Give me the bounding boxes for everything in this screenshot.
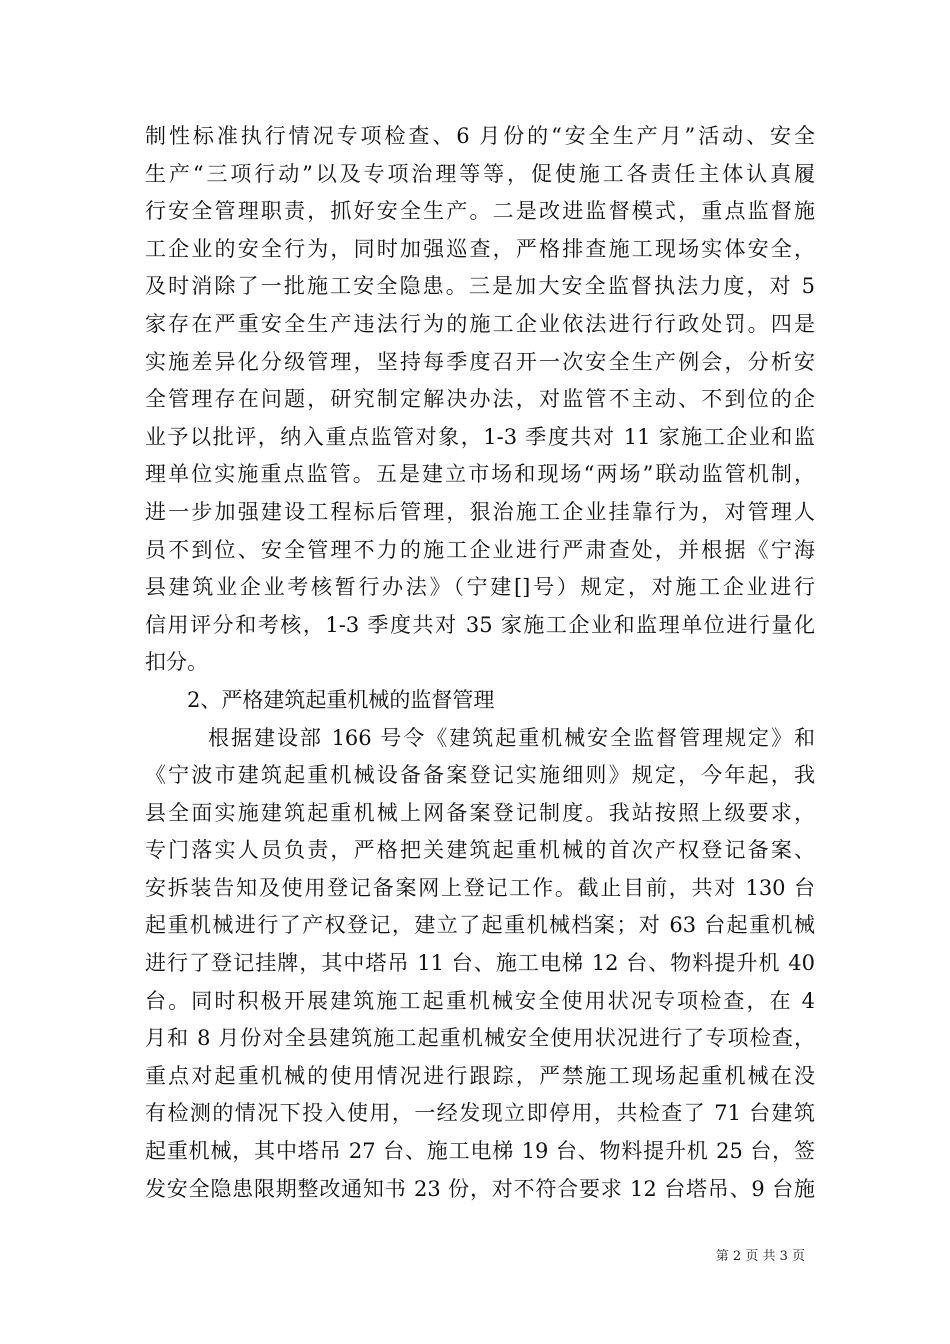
text-line: 有检测的情况下投入使用，一经发现立即停用，共检查了 71 台建筑 <box>145 1101 815 1126</box>
text-line: 员不到位、安全管理不力的施工企业进行严肃查处，并根据《宁海 <box>145 537 815 562</box>
text-line: 行安全管理职责，抓好安全生产。二是改进监督模式，重点监督施 <box>145 199 815 224</box>
text-line: 信用评分和考核，1-3 季度共对 35 家施工企业和监理单位进行量化 <box>145 612 815 637</box>
text-line: 工企业的安全行为，同时加强巡查，严格排查施工现场实体安全， <box>145 236 815 261</box>
document-body <box>145 118 815 1208</box>
text-line: 生产“三项行动”以及专项治理等等，促使施工各责任主体认真履 <box>145 161 815 186</box>
text-line: 全管理存在问题，研究制定解决办法，对监管不主动、不到位的企 <box>145 387 815 412</box>
text-line: 及时消除了一批施工安全隐患。三是加大安全监督执法力度，对 5 <box>145 274 815 299</box>
text-line: 县全面实施建筑起重机械上网备案登记制度。我站按照上级要求， <box>145 800 815 825</box>
text-line: 重点对起重机械的使用情况进行跟踪，严禁施工现场起重机械在没 <box>145 1063 815 1088</box>
text-line: 安拆装告知及使用登记备案网上登记工作。截止目前，共对 130 台 <box>145 875 815 900</box>
text-line: 专门落实人员负责，严格把关建筑起重机械的首次产权登记备案、 <box>145 838 815 863</box>
text-line: 家存在严重安全生产违法行为的施工企业依法进行行政处罚。四是 <box>145 311 815 336</box>
text-line: 台。同时积极开展建筑施工起重机械安全使用状况专项检查，在 4 <box>145 988 815 1013</box>
text-line: 制性标准执行情况专项检查、6 月份的“安全生产月”活动、安全 <box>145 124 815 148</box>
text-line: 进一步加强建设工程标后管理，狠治施工企业挂靠行为，对管理人 <box>145 499 815 524</box>
text-line: 根据建设部 166 号令《建筑起重机械安全监督管理规定》和 <box>208 725 815 750</box>
text-line: 月和 8 月份对全县建筑施工起重机械安全使用状况进行了专项检查， <box>145 1026 815 1051</box>
text-line: 《宁波市建筑起重机械设备备案登记实施细则》规定，今年起，我 <box>145 763 815 788</box>
text-line: 县建筑业企业考核暂行办法》（宁建[]号）规定，对施工企业进行 <box>145 575 815 600</box>
text-line: 业予以批评，纳入重点监管对象，1-3 季度共对 11 家施工企业和监 <box>145 424 815 449</box>
text-line: 进行了登记挂牌，其中塔吊 11 台、施工电梯 12 台、物料提升机 40 <box>145 951 815 976</box>
text-line: 起重机械，其中塔吊 27 台、施工电梯 19 台、物料提升机 25 台，签 <box>145 1139 815 1164</box>
text-line: 发安全隐患限期整改通知书 23 份，对不符合要求 12 台塔吊、9 台施 <box>145 1176 815 1201</box>
text-line: 实施差异化分级管理，坚持每季度召开一次安全生产例会，分析安 <box>145 349 815 374</box>
text-line: 2、严格建筑起重机械的监督管理 <box>187 687 495 712</box>
text-line: 起重机械进行了产权登记，建立了起重机械档案；对 63 台起重机械 <box>145 913 815 938</box>
text-line: 理单位实施重点监管。五是建立市场和现场“两场”联动监管机制， <box>145 462 815 487</box>
page-footer: 第 2 页 共 3 页 <box>715 1249 805 1264</box>
text-line: 扣分。 <box>145 650 208 675</box>
